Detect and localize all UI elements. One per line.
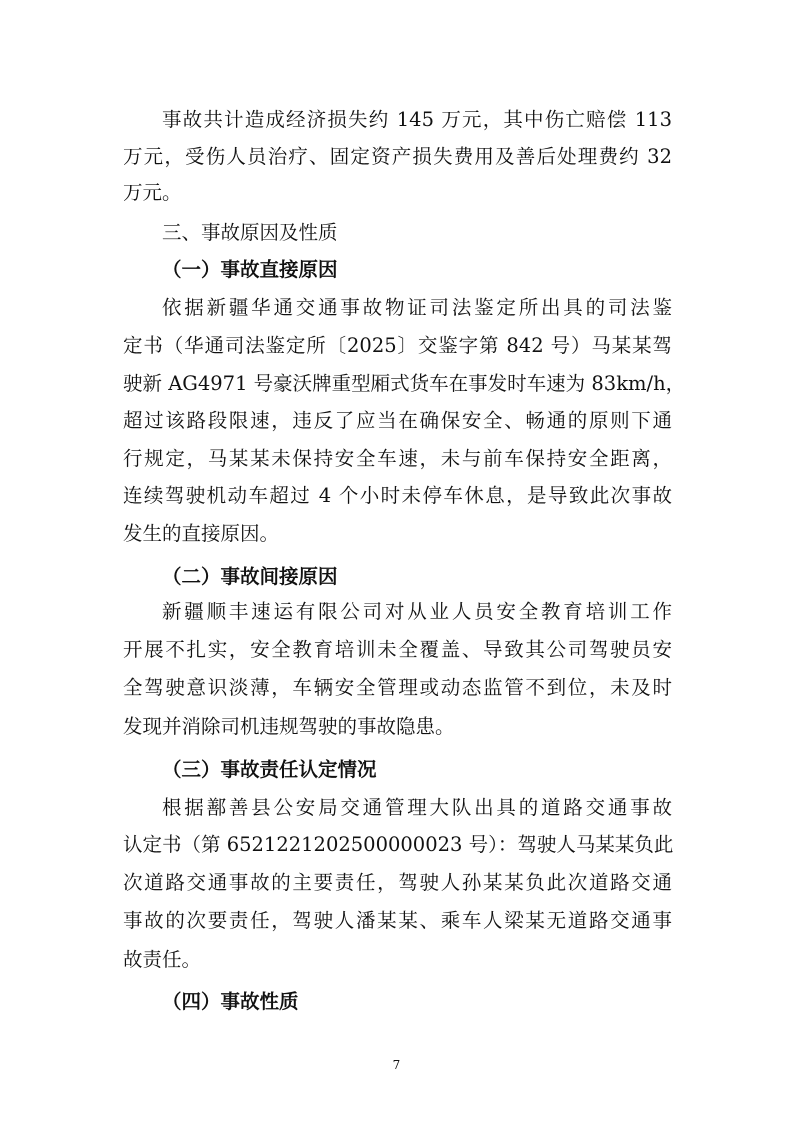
paragraph-line: 新疆顺丰速运有限公司对从业人员安全教育培训工作: [162, 600, 672, 623]
paragraph-line: 事故的次要责任，驾驶人潘某某、乘车人梁某无道路交通事: [123, 909, 672, 932]
paragraph-line: 根据鄯善县公安局交通管理大队出具的道路交通事故: [162, 796, 672, 819]
paragraph-line: 连续驾驶机动车超过 4 个小时未停车休息，是导致此次事故: [123, 484, 672, 507]
paragraph-line: 全驾驶意识淡薄，车辆安全管理或动态监管不到位，未及时: [123, 676, 672, 699]
paragraph-line: 故责任。: [123, 948, 202, 971]
paragraph-line: 开展不扎实，安全教育培训未全覆盖、导致其公司驾驶员安: [123, 638, 672, 661]
page-number: 7: [392, 1058, 401, 1072]
paragraph-line: 发生的直接原因。: [123, 522, 280, 545]
paragraph-line: 次道路交通事故的主要责任，驾驶人孙某某负此次道路交通: [123, 871, 672, 894]
section-heading: 三、事故原因及性质: [162, 221, 338, 244]
subsection-heading: （一）事故直接原因: [162, 258, 338, 281]
paragraph-line: 事故共计造成经济损失约 145 万元，其中伤亡赔偿 113: [162, 108, 672, 131]
subsection-heading: （四）事故性质: [162, 990, 299, 1013]
paragraph-line: 万元，受伤人员治疗、固定资产损失费用及善后处理费约 32: [123, 145, 672, 168]
paragraph-line: 定书（华通司法鉴定所〔2025〕交鉴字第 842 号）马某某驾: [123, 334, 672, 357]
paragraph-line: 发现并消除司机违规驾驶的事故隐患。: [123, 715, 455, 738]
paragraph-line: 超过该路段限速，违反了应当在确保安全、畅通的原则下通: [123, 409, 672, 432]
paragraph-line: 行规定，马某某未保持安全车速，未与前车保持安全距离，: [123, 447, 672, 470]
paragraph-line: 万元。: [123, 181, 182, 204]
subsection-heading: （二）事故间接原因: [162, 565, 338, 588]
subsection-heading: （三）事故责任认定情况: [162, 758, 377, 781]
paragraph-line: 依据新疆华通交通事故物证司法鉴定所出具的司法鉴: [162, 296, 672, 319]
paragraph-line: 认定书（第 6521221202500000023 号）：驾驶人马某某负此: [123, 833, 674, 856]
paragraph-line: 驶新 AG4971 号豪沃牌重型厢式货车在事发时车速为 83km/h，: [123, 372, 686, 395]
